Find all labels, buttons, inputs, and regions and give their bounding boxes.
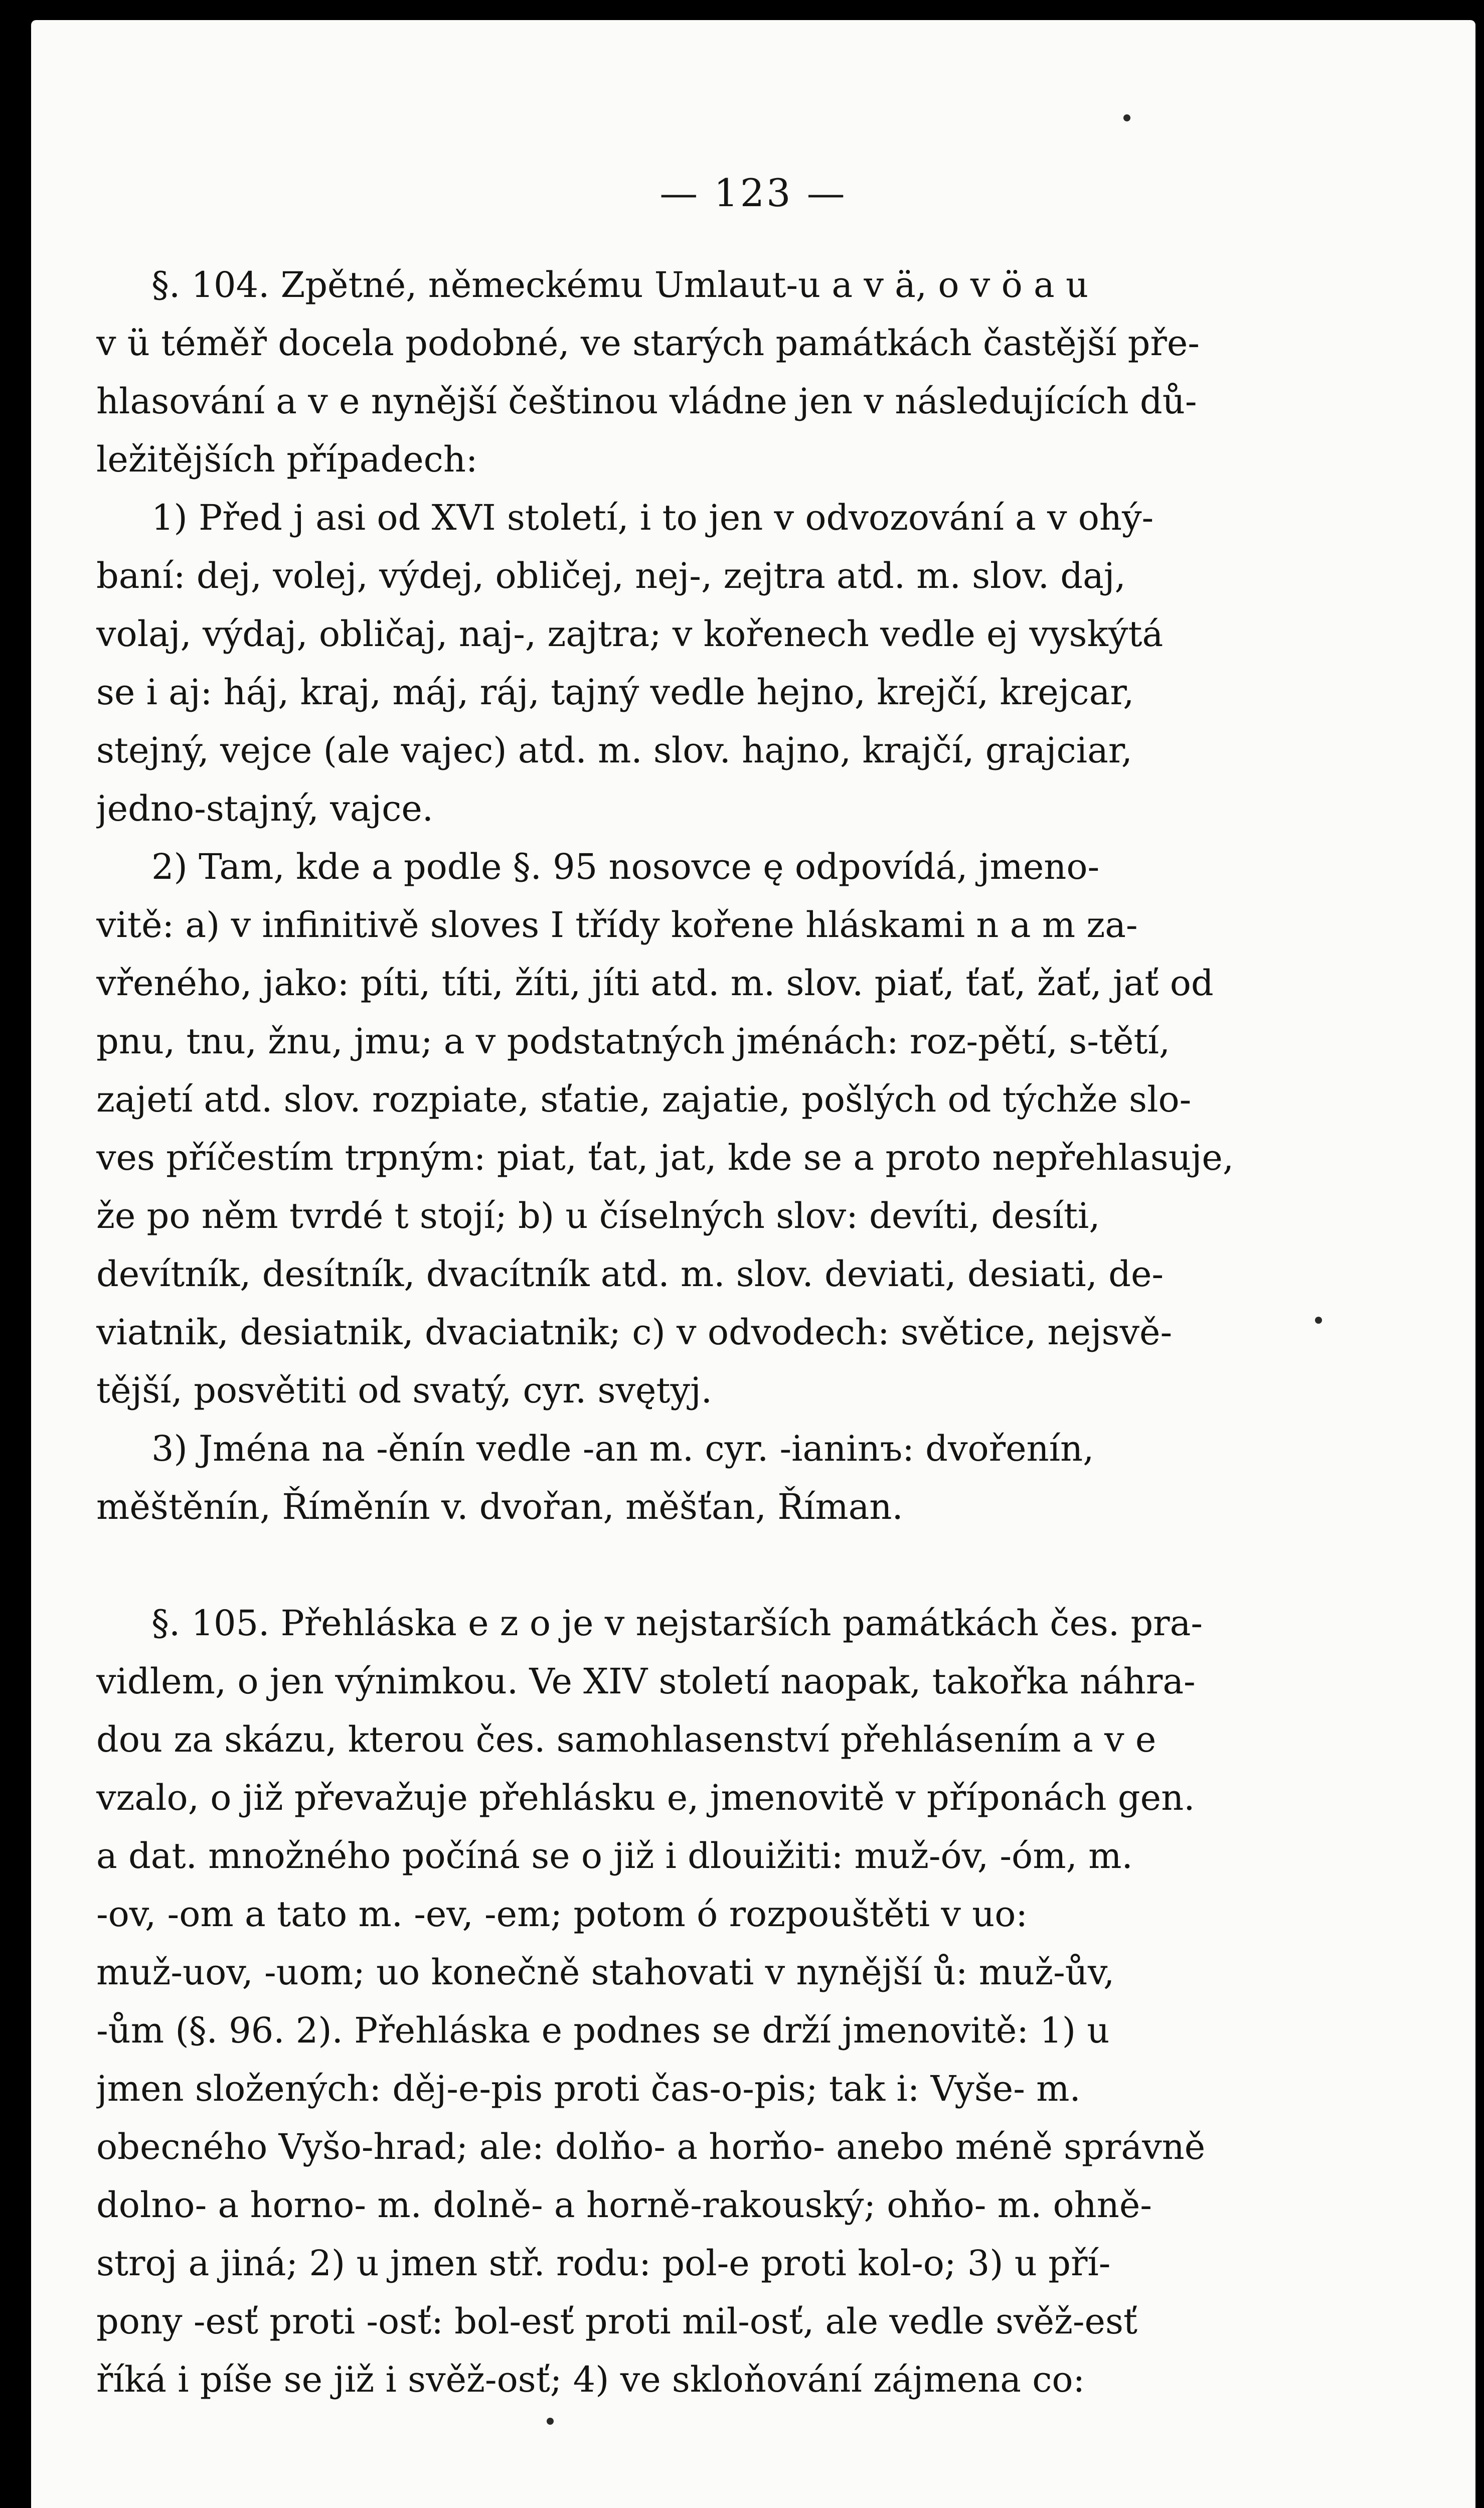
text-line: -ov, -om a tato m. -ev, -em; potom ó rozpouštěti v uo: [96, 1894, 1028, 1935]
text-line: ves příčestím trpným: piat, ťat, jat, kde se a proto nepřehlasuje, [96, 1137, 1234, 1178]
text-line: hlasování a v e nynější češtinou vládne jen v následujících dů- [96, 381, 1197, 422]
text-line: se i aj: háj, kraj, máj, ráj, tajný vedle hejno, krejčí, krejcar, [96, 672, 1134, 713]
text-line: §. 104. Zpětné, německému Umlaut-u a v ä, o v ö a u [151, 264, 1089, 305]
page-number: — 123 — [659, 171, 847, 215]
text-line: říká i píše se již i svěž-osť; 4) ve skloňování zájmena co: [96, 2359, 1085, 2400]
text-line: pony -esť proti -osť: bol-esť proti mil-osť, ale vedle svěž-esť [96, 2301, 1138, 2342]
text-line: měštěnín, Říměnín v. dvořan, měšťan, Říman. [96, 1486, 903, 1527]
text-line: baní: dej, volej, výdej, obličej, nej-, zejtra atd. m. slov. daj, [96, 555, 1126, 596]
ink-speck [547, 2418, 554, 2425]
text-line: 2) Tam, kde a podle §. 95 nosovce ę odpovídá, jmeno- [151, 846, 1100, 887]
ink-speck [1123, 114, 1130, 121]
text-line: vzalo, o již převažuje přehlásku e, jmenovitě v příponách gen. [96, 1777, 1195, 1818]
text-line: stejný, vejce (ale vajec) atd. m. slov. hajno, krajčí, grajciar, [96, 730, 1132, 771]
text-line: stroj a jiná; 2) u jmen stř. rodu: pol-e proti kol-o; 3) u pří- [96, 2243, 1111, 2284]
text-line: dou za skázu, kterou čes. samohlasenství přehlásením a v e [96, 1719, 1157, 1760]
text-line: muž-uov, -uom; uo konečně stahovati v nynější ů: muž-ův, [96, 1952, 1115, 1993]
text-line: vitě: a) v infinitivě sloves I třídy kořene hláskami n a m za- [96, 904, 1138, 946]
text-line: obecného Vyšo-hrad; ale: dolňo- a horňo- anebo méně správně [96, 2126, 1206, 2167]
text-line: zajetí atd. slov. rozpiate, sťatie, zajatie, pošlých od týchže slo- [96, 1079, 1192, 1120]
text-line: §. 105. Přehláska e z o je v nejstarších památkách čes. pra- [151, 1603, 1203, 1644]
text-line: vřeného, jako: píti, títi, žíti, jíti atd. m. slov. piať, ťať, žať, jať od [96, 963, 1214, 1004]
text-line: že po něm tvrdé t stojí; b) u číselných slov: devíti, desíti, [96, 1195, 1100, 1236]
text-line: vidlem, o jen výnimkou. Ve XIV století naopak, takořka náhra- [96, 1661, 1196, 1702]
text-line: pnu, tnu, žnu, jmu; a v podstatných jménách: roz-pětí, s-tětí, [96, 1021, 1171, 1062]
text-line: jedno-stajný, vajce. [96, 788, 434, 829]
text-line: tější, posvětiti od svatý, cyr. svętyj. [96, 1370, 713, 1411]
text-line: 1) Před j asi od XVI století, i to jen v odvozování a v ohý- [151, 497, 1154, 538]
text-line: 3) Jména na -ěnín vedle -an m. cyr. -ianinъ: dvořenín, [151, 1428, 1094, 1469]
text-line: devítník, desítník, dvacítník atd. m. slov. deviati, desiati, de- [96, 1253, 1164, 1295]
book-page [31, 20, 1475, 2508]
paragraph-gap [96, 1536, 1325, 1594]
text-line: a dat. množného počíná se o již i dlouižiti: muž-óv, -óm, m. [96, 1835, 1133, 1876]
text-line: ležitějších případech: [96, 439, 478, 480]
text-line: v ü téměř docela podobné, ve starých památkách častější pře- [96, 323, 1200, 364]
text-line: jmen složených: děj-e-pis proti čas-o-pis; tak i: Vyše- m. [96, 2068, 1081, 2109]
text-line: volaj, výdaj, obličaj, naj-, zajtra; v kořenech vedle ej vyskýtá [96, 613, 1164, 655]
text-line: viatnik, desiatnik, dvaciatnik; c) v odvodech: světice, nejsvě- [96, 1312, 1173, 1353]
text-line: dolno- a horno- m. dolně- a horně-rakouský; ohňo- m. ohně- [96, 2184, 1152, 2226]
text-line: -ům (§. 96. 2). Přehláska e podnes se drží jmenovitě: 1) u [96, 2010, 1110, 2051]
body-text [96, 256, 1325, 2409]
